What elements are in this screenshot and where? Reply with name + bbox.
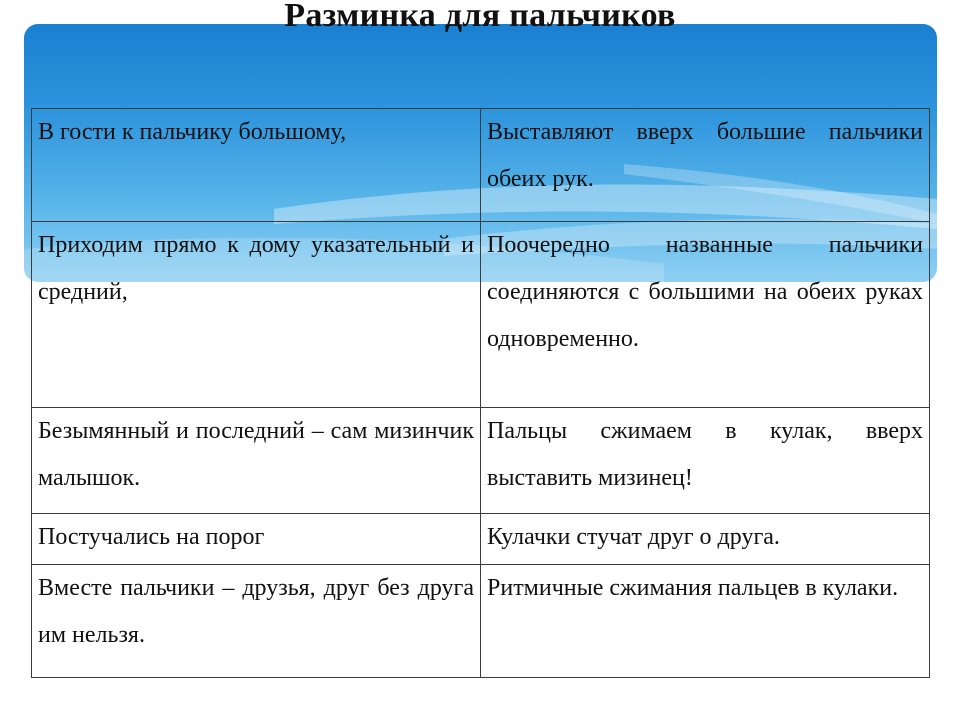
table-cell-rhyme: Вместе пальчики – друзья, друг без друга им нельзя. [32, 565, 481, 678]
table-cell-rhyme: Безымянный и последний – сам мизинчик малышок. [32, 408, 481, 514]
table-cell-rhyme: В гости к пальчику большому, [32, 109, 481, 222]
table-cell-action: Пальцы сжимаем в кулак, вверх выставить мизинец! [481, 408, 930, 514]
exercise-table [31, 108, 930, 678]
table-cell-rhyme: Постучались на порог [32, 514, 481, 565]
table-row [32, 514, 930, 565]
table-row [32, 408, 930, 514]
page-title: Разминка для пальчиков [284, 0, 676, 34]
table-row [32, 565, 930, 678]
table-cell-action: Кулачки стучат друг о друга. [481, 514, 930, 565]
table-row [32, 222, 930, 408]
table-cell-action: Ритмичные сжимания пальцев в кулаки. [481, 565, 930, 678]
table-cell-rhyme: Приходим прямо к дому указательный и средний, [32, 222, 481, 408]
table-cell-action: Выставляют вверх большие пальчики обеих рук. [481, 109, 930, 222]
table-row [32, 109, 930, 222]
table-cell-action: Поочередно названные пальчики соединяются с большими на обеих руках одновременно. [481, 222, 930, 408]
